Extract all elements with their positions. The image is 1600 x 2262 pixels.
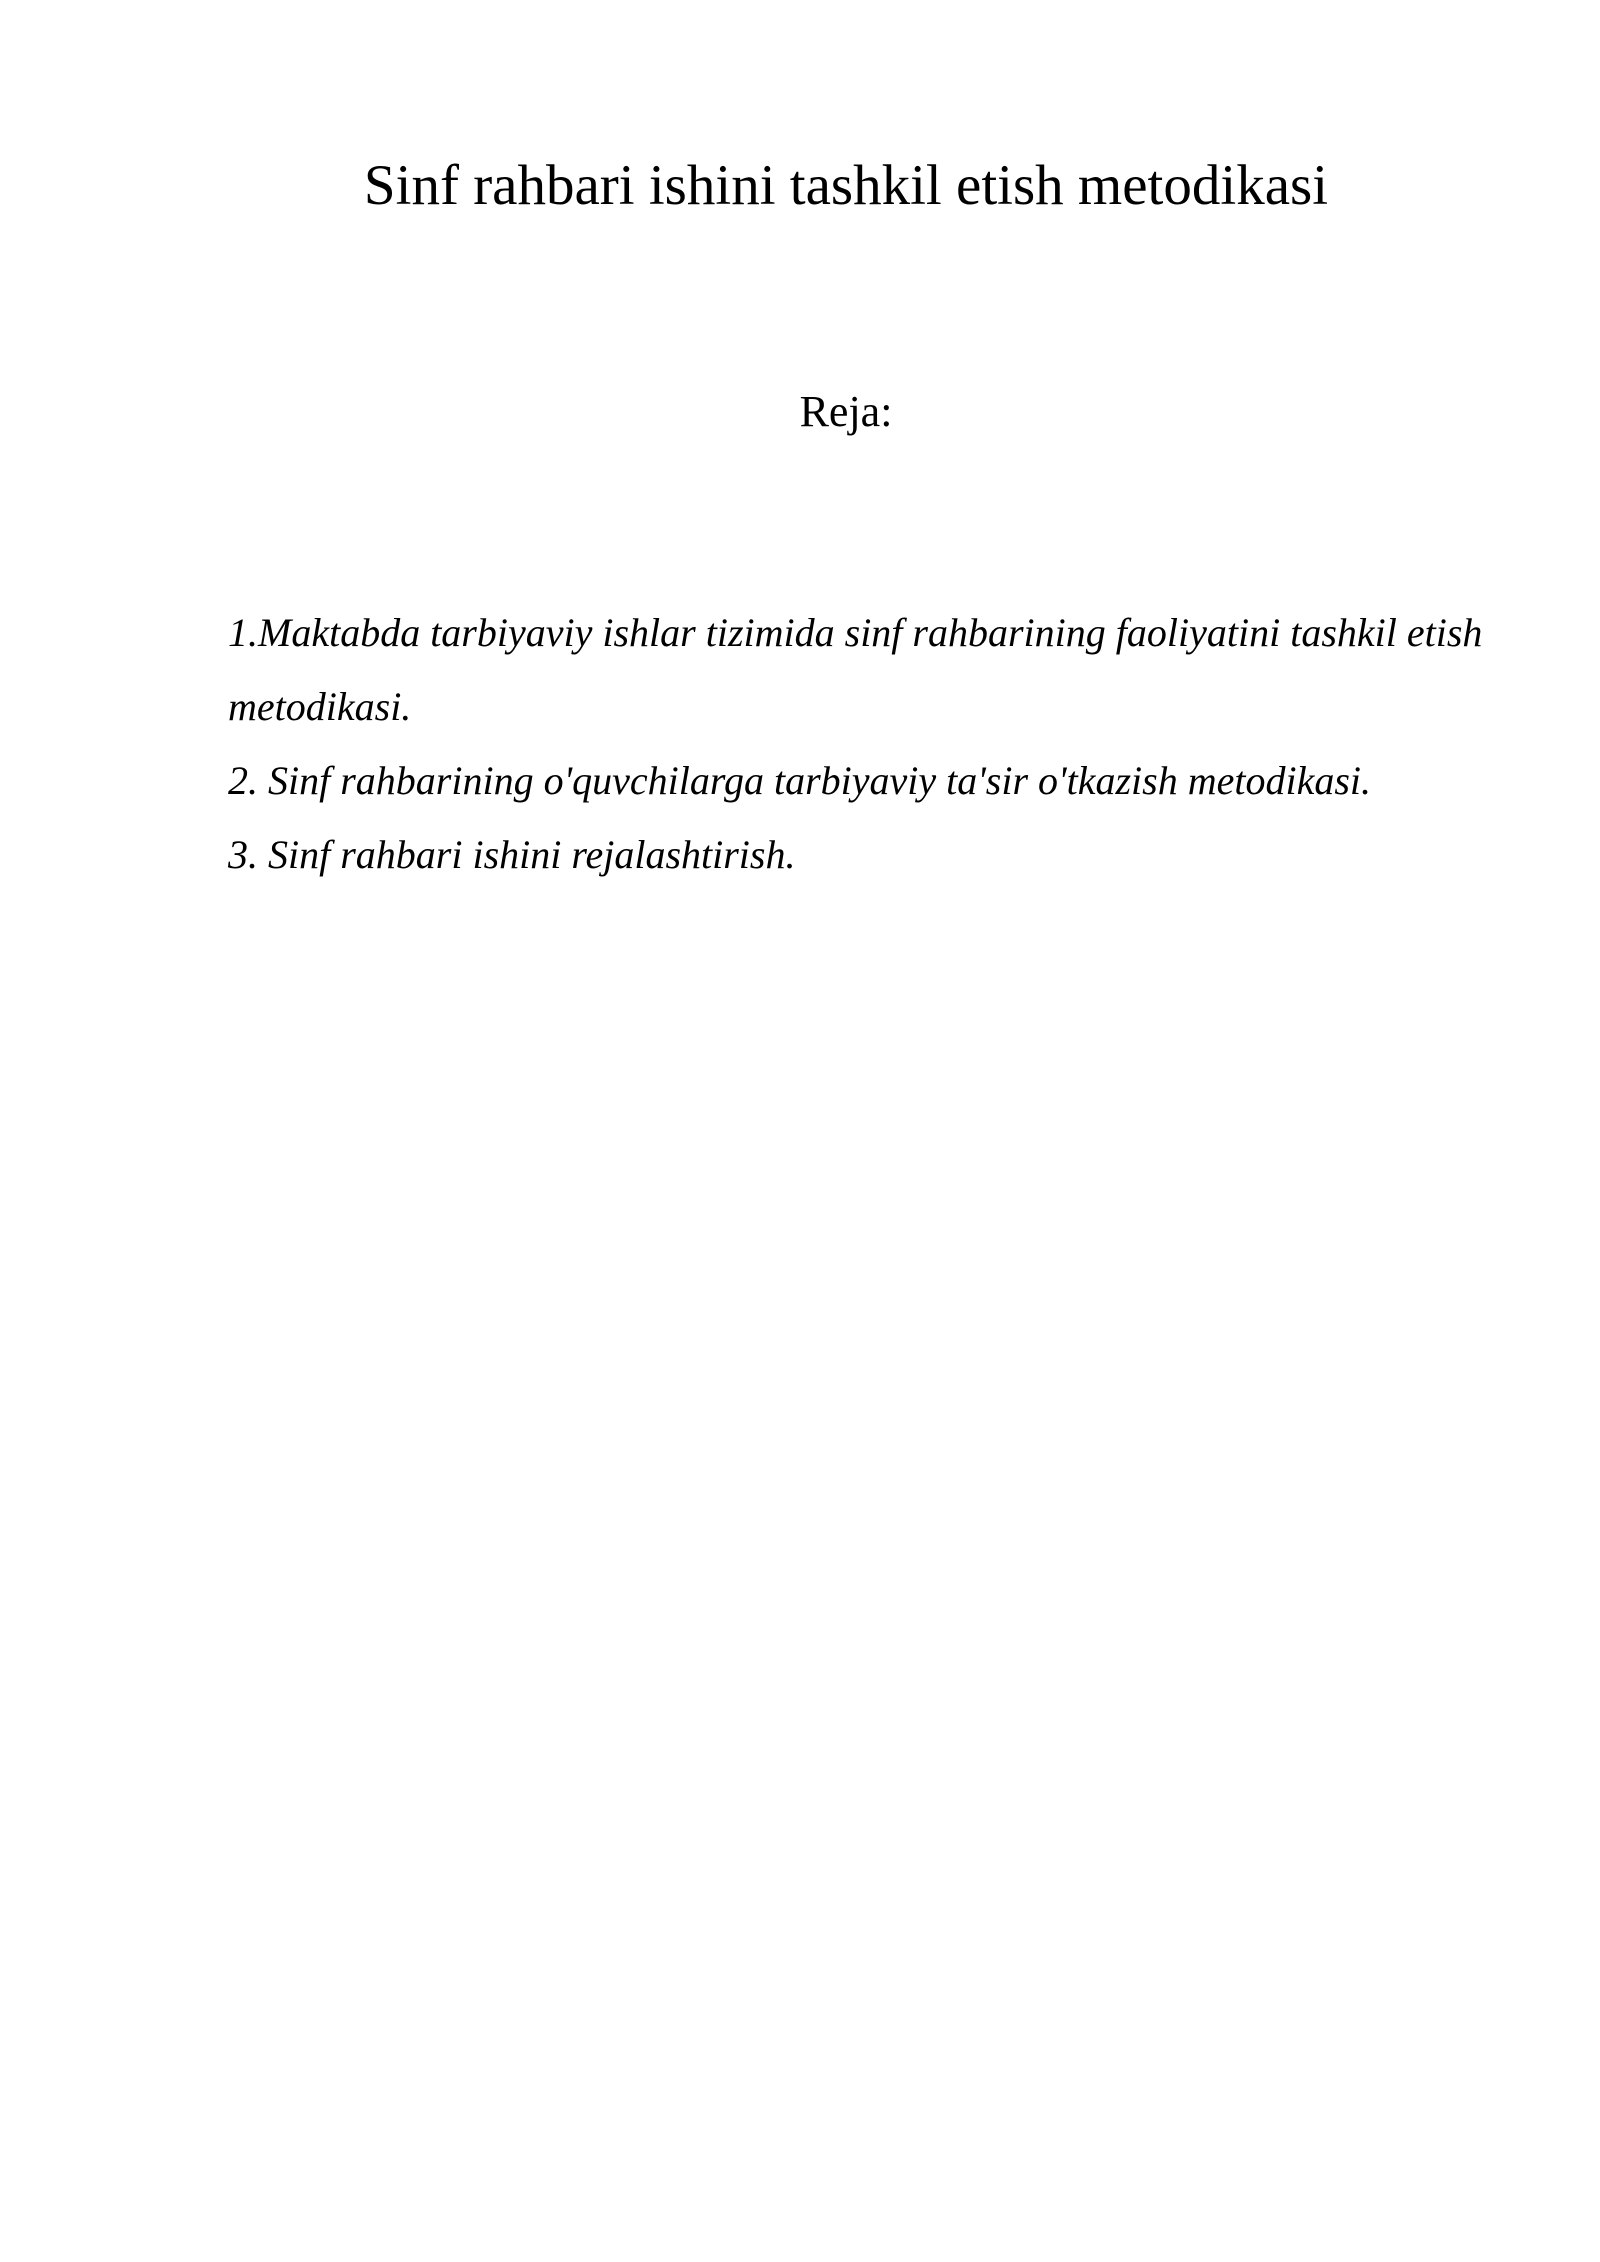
plan-item-2: 2. Sinf rahbarining o'quvchilarga tarbiyaviy ta'sir o'tkazish metodikasi. — [228, 758, 1372, 803]
document-title: Sinf rahbari ishini tashkil etish metodikasi — [363, 154, 1329, 217]
plan-heading: Reja: — [799, 387, 893, 436]
plan-list — [228, 596, 1528, 892]
plan-item-1: 1.Maktabda tarbiyaviy ishlar tizimida sinf rahbarining faoliyatini tashkil etish metodikasi. — [228, 610, 1483, 729]
plan-item-3: 3. Sinf rahbari ishini rejalashtirish. — [228, 832, 796, 877]
